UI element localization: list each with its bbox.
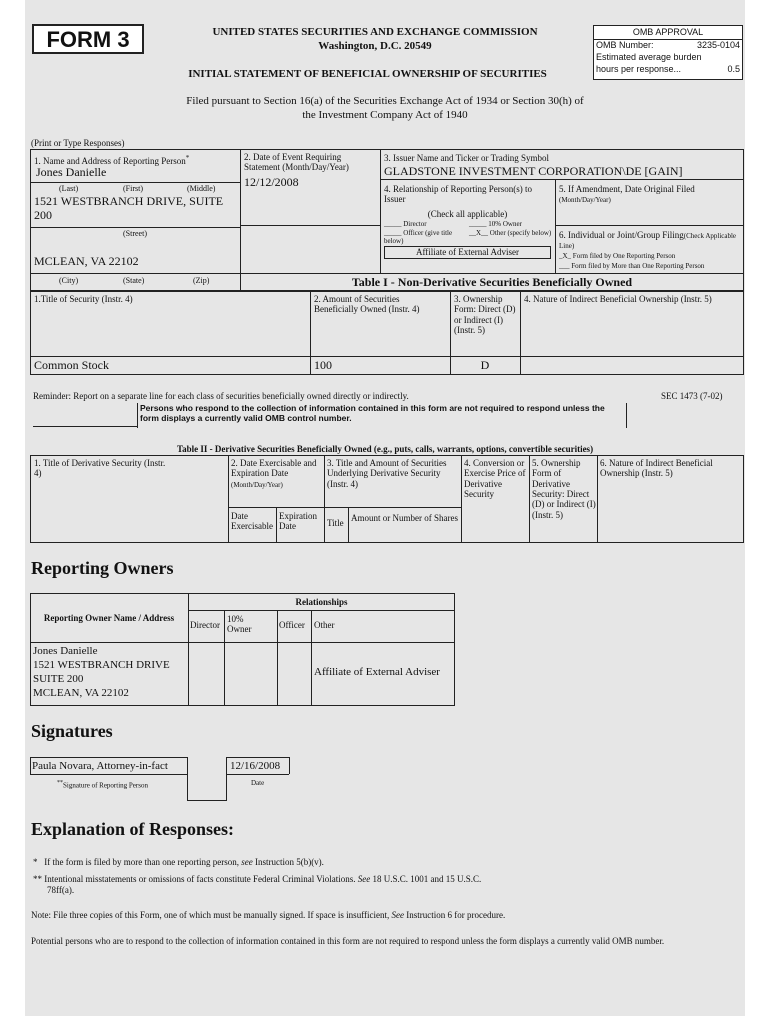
zip-label: (Zip) — [193, 276, 210, 285]
agency-name: UNITED STATES SECURITIES AND EXCHANGE COMMISSION — [212, 26, 538, 38]
owner-city: MCLEAN, VA 22102 — [33, 687, 129, 699]
field5-label: 5. If Amendment, Date Original Filed — [559, 184, 695, 194]
table2-col-title: 1. Title of Derivative Security (Instr. 4) — [34, 458, 166, 479]
field4-label: 4. Relationship of Reporting Person(s) to Issuer — [384, 184, 532, 205]
note-ref: Instruction 6 for procedure. — [406, 910, 506, 920]
omb-number-label: OMB Number: — [596, 40, 654, 50]
omb-burden: Estimated average burden — [596, 52, 702, 62]
table2-col-date-exercisable: Date Exercisable — [231, 511, 273, 532]
signature-star: ** — [57, 780, 63, 786]
footnote-2-mark: ** — [33, 874, 42, 884]
note-copies — [31, 910, 505, 920]
table2-col-dates: 2. Date Exercisable and Expiration Date — [231, 458, 317, 479]
omb-burden-hours: hours per response... — [596, 64, 682, 74]
footnote-1 — [33, 857, 324, 867]
table1-col-title: 1.Title of Security (Instr. 4) — [34, 294, 133, 304]
last-label: (Last) — [59, 184, 79, 193]
table1-col-nature: 4. Nature of Indirect Beneficial Ownership (Instr. 5) — [524, 294, 712, 304]
owner-other-value: Affiliate of External Adviser — [314, 666, 440, 678]
table1-col-amount: 2. Amount of Securities Beneficially Owned (Instr. 4) — [314, 294, 420, 315]
relationship-director: _____ Director — [384, 220, 427, 228]
field6-label: 6. Individual or Joint/Group Filing — [559, 230, 684, 240]
footnote-2 — [33, 874, 481, 884]
table1-col-form: 3. Ownership Form: Direct (D) or Indirect (I) (Instr. 5) — [454, 294, 516, 336]
signature-date-label: Date — [251, 779, 265, 787]
check-all-applicable: (Check all applicable) — [427, 209, 508, 219]
filing-option-one: _X_ Form filed by One Reporting Person — [559, 252, 676, 260]
filed-pursuant-2: the Investment Company Act of 1940 — [302, 109, 468, 121]
table2-col-underlying-amount: Amount or Number of Shares — [351, 513, 458, 523]
reporting-person-name: Jones Danielle — [36, 165, 107, 179]
street-label: (Street) — [123, 229, 147, 238]
table2-col-nature: 6. Nature of Indirect Beneficial Ownership (Instr. 5) — [600, 458, 713, 479]
form-label: FORM 3 — [32, 24, 144, 54]
owner-col-relationships: Relationships — [295, 597, 348, 607]
table1-row-title: Common Stock — [34, 358, 110, 372]
table2-title: Table II - Derivative Securities Beneficially Owned (e.g., puts, calls, warrants, options, convertible securities) — [176, 444, 594, 454]
footnote-1-ref: Instruction 5(b)(v). — [254, 857, 324, 867]
table2-col-underlying-title: Title — [327, 518, 344, 528]
owner-col-name: Reporting Owner Name / Address — [43, 613, 175, 623]
relationship-10pct-owner: _____ 10% Owner — [469, 220, 522, 228]
footnote-2-ref: 18 U.S.C. 1001 and 15 U.S.C. — [372, 874, 482, 884]
field6-applicable: (Check Applicable Line) — [559, 232, 737, 251]
note-see: See — [391, 910, 405, 920]
first-label: (First) — [123, 184, 143, 193]
table1-row-amount: 100 — [314, 358, 332, 372]
persons-notice: Persons who respond to the collection of information contained in this form are not required to respond unless the form displays a currently valid OMB control number. — [137, 403, 627, 428]
owner-col-10pct: 10% Owner — [227, 614, 252, 635]
omb-hours: 0.5 — [727, 64, 740, 74]
owner-name: Jones Danielle — [33, 645, 98, 657]
footnote-1-mark: * — [33, 857, 38, 867]
city-state-zip: MCLEAN, VA 22102 — [34, 254, 139, 268]
filing-option-more: ___ Form filed by More than One Reporting Person — [559, 262, 705, 270]
table2-col-underlying: 3. Title and Amount of Securities Underlying Derivative Security (Instr. 4) — [327, 458, 447, 489]
relationship-other: __X__ Other (specify below) — [469, 229, 552, 237]
relationship-text: Affiliate of External Adviser — [384, 246, 551, 259]
signature-date: 12/16/2008 — [230, 760, 281, 772]
filed-pursuant: Filed pursuant to Section 16(a) of the Securities Exchange Act of 1934 or Section 30(h) of — [186, 95, 584, 107]
table2-col-conversion: 4. Conversion or Exercise Price of Derivative Security — [464, 458, 526, 500]
table2-col-dates-format: (Month/Day/Year) — [231, 480, 283, 489]
footnote-2-see: See — [357, 874, 371, 884]
middle-label: (Middle) — [187, 184, 216, 193]
print-type-label: (Print or Type Responses) — [31, 138, 125, 148]
form-page — [25, 0, 745, 1016]
signature-label: Signature of Reporting Person — [63, 781, 148, 790]
owner-suite: SUITE 200 — [33, 673, 84, 685]
omb-number: 3235-0104 — [696, 40, 740, 50]
footnote-2-cont: 78ff(a). — [47, 885, 75, 895]
field3-label: 3. Issuer Name and Ticker or Trading Symbol — [384, 153, 549, 163]
agency-city: Washington, D.C. 20549 — [318, 40, 432, 52]
explanation-heading: Explanation of Responses: — [31, 819, 235, 839]
table1-row-form: D — [480, 358, 490, 372]
field2-label: 2. Date of Event Requiring Statement (Month/Day/Year) — [244, 152, 349, 173]
event-date: 12/12/2008 — [244, 175, 299, 189]
street-address: 1521 WESTBRANCH DRIVE, SUITE 200 — [34, 194, 224, 222]
relationship-officer: _____ Officer (give title below) — [384, 229, 453, 246]
reminder-text: Reminder: Report on a separate line for each class of securities beneficially owned directly or indirectly. — [33, 391, 409, 401]
table1-title: Table I - Non-Derivative Securities Beneficially Owned — [351, 275, 633, 289]
potential-persons: Potential persons who are to respond to the collection of information contained in this form are not required to respond unless the form displays a currently valid OMB number. — [31, 936, 665, 946]
form-title: INITIAL STATEMENT OF BENEFICIAL OWNERSHIP OF SECURITIES — [188, 68, 547, 80]
field1-label: 1. Name and Address of Reporting Person — [34, 156, 186, 166]
city-label: (City) — [59, 276, 79, 285]
reporting-owners-heading: Reporting Owners — [31, 558, 174, 578]
footnote-2-text: Intentional misstatements or omissions of facts constitute Federal Criminal Violations. — [44, 874, 356, 884]
signature-blank-box — [187, 757, 227, 801]
table2-col-expiration: Expiration Date — [279, 511, 317, 532]
table2-col-ownership: 5. Ownership Form of Derivative Security: Direct (D) or Indirect (I) (Instr. 5) — [532, 458, 596, 520]
owner-col-officer: Officer — [279, 620, 305, 630]
owner-col-other: Other — [314, 620, 335, 630]
issuer-name: GLADSTONE INVESTMENT CORPORATION\DE [GAIN] — [384, 164, 683, 178]
field1-star: * — [185, 154, 190, 162]
footnote-1-see: see — [241, 857, 253, 867]
owner-street: 1521 WESTBRANCH DRIVE — [33, 659, 170, 671]
signature-name: Paula Novara, Attorney-in-fact — [32, 760, 168, 772]
note-copies-text: Note: File three copies of this Form, one of which must be manually signed. If space is insufficient, — [31, 910, 390, 920]
field5-format: (Month/Day/Year) — [559, 196, 611, 205]
signatures-heading: Signatures — [31, 721, 113, 741]
owner-col-director: Director — [190, 620, 220, 630]
state-label: (State) — [123, 276, 145, 285]
sec-number: SEC 1473 (7-02) — [661, 391, 723, 401]
footnote-1-text: If the form is filed by more than one reporting person, — [44, 857, 239, 867]
omb-title: OMB APPROVAL — [594, 26, 742, 40]
omb-approval-box — [593, 25, 743, 80]
